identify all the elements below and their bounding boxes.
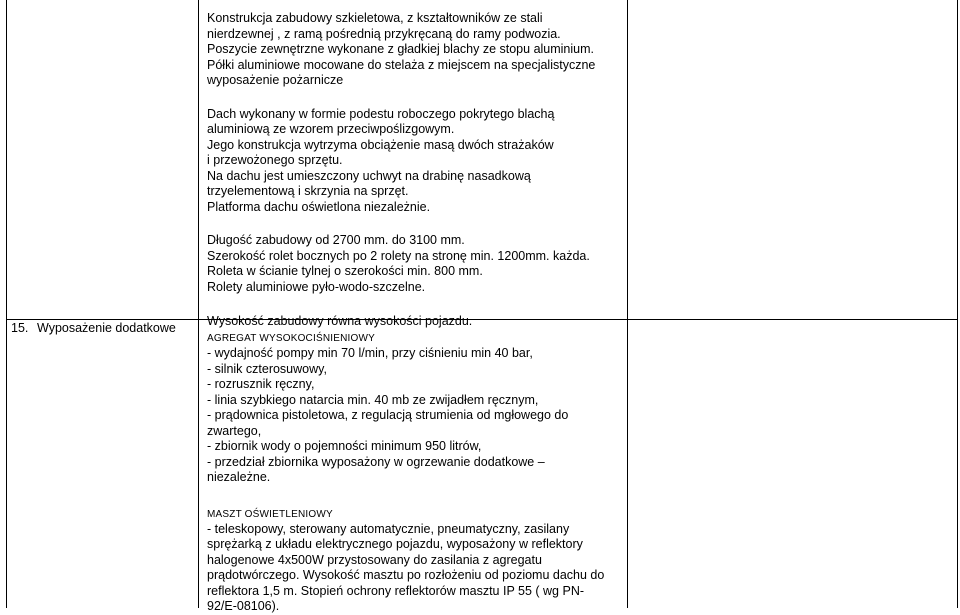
- table-border-right: [957, 0, 958, 608]
- row14-paragraph-dimensions: Długość zabudowy od 2700 mm. do 3100 mm. Szerokość rolet bocznych po 2 rolety na stronę min. 1200mm. każda. Roleta w ścianie tylnej o szerokości min. 800 mm. Rolety aluminiowe pyło-wodo-szczelne.: [207, 233, 590, 294]
- row15-label: Wyposażenie dodatkowe: [37, 321, 176, 335]
- table-border-col3: [627, 0, 628, 608]
- table-border-left: [6, 0, 7, 608]
- maszt-heading: MASZT OŚWIETLENIOWY: [207, 508, 333, 520]
- maszt-specification: - teleskopowy, sterowany automatycznie, pneumatyczny, zasilany sprężarką z układu elektrycznego pojazdu, wyposażony w reflektory halogenowe 4x500W przystosowany do zasilania z agregatu prądotwórczego. Wysokość masztu po rozłożeniu od poziomu dachu do reflektora 1,5 m. Stopień ochrony reflektorów masztu IP 55 ( wg PN- 92/E-08106).: [207, 521, 605, 613]
- table-border-col2: [198, 0, 199, 608]
- row14-paragraph-height: Wysokość zabudowy równa wysokości pojazdu.: [207, 314, 473, 328]
- agregat-specification: - wydajność pompy min 70 l/min, przy ciśnieniu min 40 bar, - silnik czterosuwowy, - rozrusznik ręczny, - linia szybkiego natarcia min. 40 mb ze zwijadłem ręcznym, - prądownica pistoletowa, z regulacją strumienia od mgłowego do zwartego, - zbiornik wody o pojemności minimum 950 litrów, - przedział zbiornika wyposażony w ogrzewanie dodatkowe – niezależne.: [207, 346, 569, 484]
- row14-description: [207, 11, 625, 330]
- row15-number: 15.: [11, 321, 29, 335]
- row14-paragraph-roof: Dach wykonany w formie podestu roboczego pokrytego blachą aluminiową ze wzorem przeciwpoślizgowym. Jego konstrukcja wytrzyma obciążenie masą dwóch strażaków i przewożonego sprzętu. Na dachu jest umieszczony uchwyt na drabinę nasadkową trzyelementową i skrzynia na sprzęt. Platforma dachu oświetlona niezależnie.: [207, 106, 555, 214]
- agregat-heading: AGREGAT WYSOKOCIŚNIENIOWY: [207, 333, 375, 344]
- row14-paragraph-construction: Konstrukcja zabudowy szkieletowa, z kształtowników ze stali nierdzewnej , z ramą pośrednią przykręcaną do ramy podwozia. Poszycie zewnętrzne wykonane z gładkiej blachy ze stopu aluminium. Półki aluminiowe mocowane do stelaża z miejscem na specjalistyczne wyposażenie pożarnicze: [207, 11, 596, 87]
- row15-description: [207, 331, 625, 615]
